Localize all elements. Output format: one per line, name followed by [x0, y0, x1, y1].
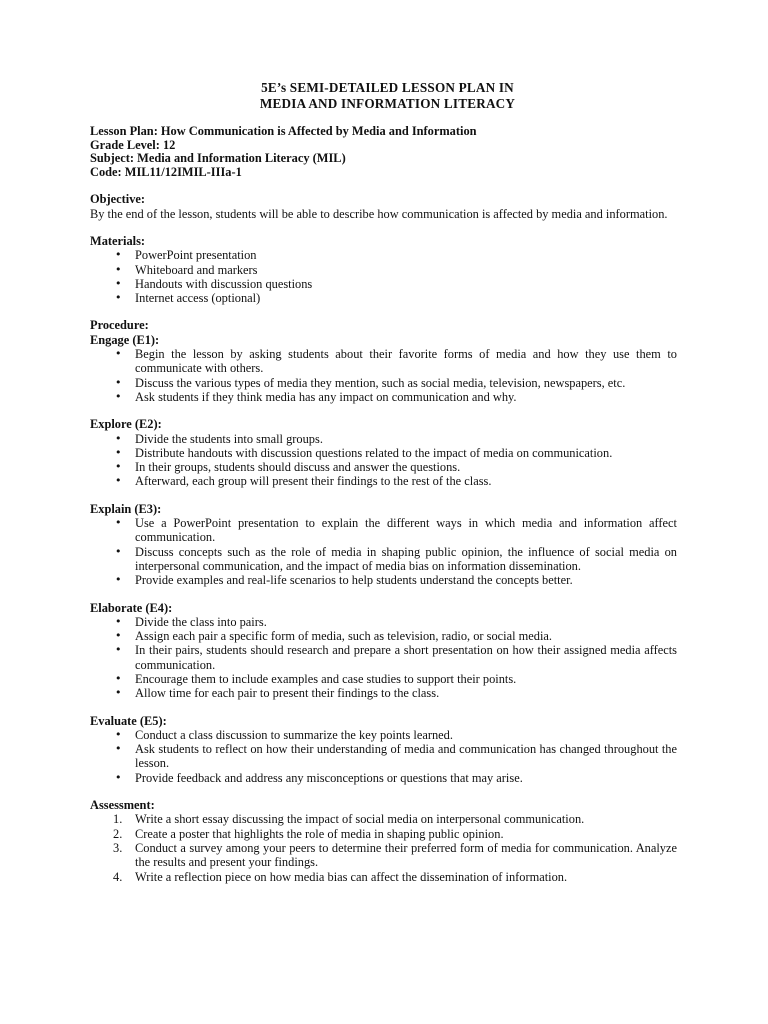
assessment-list: [90, 812, 677, 883]
list-item: • Ask students if they think media has any impact on communication and why.: [90, 390, 677, 404]
list-item: • Ask students to reflect on how their understanding of media and communication has changed throughout the lesson.: [90, 742, 677, 771]
grade-level: Grade Level: 12: [90, 137, 176, 152]
evaluate-heading: Evaluate (E5):: [90, 713, 167, 728]
objective-text: By the end of the lesson, students will be able to describe how communication is affected by media and information.: [90, 206, 668, 221]
item-text: Conduct a survey among your peers to determine their preferred form of media for communication. Analyze the results and present your findings.: [135, 840, 677, 870]
item-text: Write a reflection piece on how media bias can affect the dissemination of information.: [135, 869, 568, 884]
list-item: • Use a PowerPoint presentation to explain the different ways in which media and information affect communication.: [90, 516, 677, 545]
list-item: [90, 841, 677, 870]
materials-heading: Materials:: [90, 233, 146, 248]
objective-heading: Objective:: [90, 192, 146, 207]
item-text: Write a short essay discussing the impact of social media on interpersonal communication.: [135, 812, 585, 827]
list-item: • Conduct a class discussion to summarize the key points learned.: [90, 728, 677, 742]
materials-list: [90, 248, 677, 305]
explain-heading: Explain (E3):: [90, 501, 162, 516]
document-title: [98, 80, 677, 112]
title-line-1: 5E’s SEMI-DETAILED LESSON PLAN IN: [261, 80, 514, 95]
list-item: [90, 827, 677, 841]
list-item: • Divide the students into small groups.: [90, 432, 677, 446]
lesson-meta: [90, 125, 677, 179]
list-item: • Begin the lesson by asking students about their favorite forms of media and how they use them to communicate with others.: [90, 347, 677, 376]
list-item: • Distribute handouts with discussion questions related to the impact of media on communication.: [90, 446, 677, 460]
list-item: • Provide feedback and address any misconceptions or questions that may arise.: [90, 771, 677, 785]
explore-heading: Explore (E2):: [90, 417, 162, 432]
lesson-plan-title: Lesson Plan: How Communication is Affected by Media and Information: [90, 124, 477, 138]
elaborate-heading: Elaborate (E4):: [90, 600, 173, 615]
list-item: • Discuss concepts such as the role of media in shaping public opinion, the influence of social media on interpersonal communication, and the impact of media bias on information dissemination.: [90, 545, 677, 574]
code: Code: MIL11/12IMIL-IIIa-1: [90, 164, 242, 179]
item-number: 4.: [113, 869, 123, 884]
elaborate-list: [90, 615, 677, 701]
item-number: 3.: [113, 840, 123, 855]
engage-heading: Engage (E1):: [90, 332, 160, 347]
list-item: [90, 812, 677, 826]
list-item: • Assign each pair a specific form of media, such as television, radio, or social media.: [90, 629, 677, 643]
subject: Subject: Media and Information Literacy (MIL): [90, 151, 346, 166]
list-item: • Encourage them to include examples and case studies to support their points.: [90, 672, 677, 686]
engage-list: [90, 347, 677, 404]
list-item: • Provide examples and real-life scenarios to help students understand the concepts better.: [90, 573, 677, 587]
list-item: • Divide the class into pairs.: [90, 615, 677, 629]
list-item: • Whiteboard and markers: [90, 263, 677, 277]
explain-list: [90, 516, 677, 587]
list-item: • PowerPoint presentation: [90, 248, 677, 262]
list-item: • Discuss the various types of media they mention, such as social media, television, newspapers, etc.: [90, 376, 677, 390]
list-item: • Afterward, each group will present their findings to the rest of the class.: [90, 474, 677, 488]
assessment-heading: Assessment:: [90, 798, 155, 813]
evaluate-list: [90, 728, 677, 785]
explore-list: [90, 432, 677, 489]
item-number: 1.: [113, 812, 123, 827]
list-item: • In their pairs, students should research and prepare a short presentation on how their assigned media affects communication.: [90, 643, 677, 672]
lesson-plan-page: [90, 80, 677, 884]
procedure-heading: Procedure:: [90, 318, 149, 333]
list-item: [90, 870, 677, 884]
item-text: Create a poster that highlights the role of media in shaping public opinion.: [135, 826, 504, 841]
list-item: • Internet access (optional): [90, 291, 677, 305]
list-item: • In their groups, students should discuss and answer the questions.: [90, 460, 677, 474]
item-number: 2.: [113, 826, 123, 841]
title-line-2: MEDIA AND INFORMATION LITERACY: [259, 96, 516, 111]
list-item: • Allow time for each pair to present their findings to the class.: [90, 686, 677, 700]
list-item: • Handouts with discussion questions: [90, 277, 677, 291]
